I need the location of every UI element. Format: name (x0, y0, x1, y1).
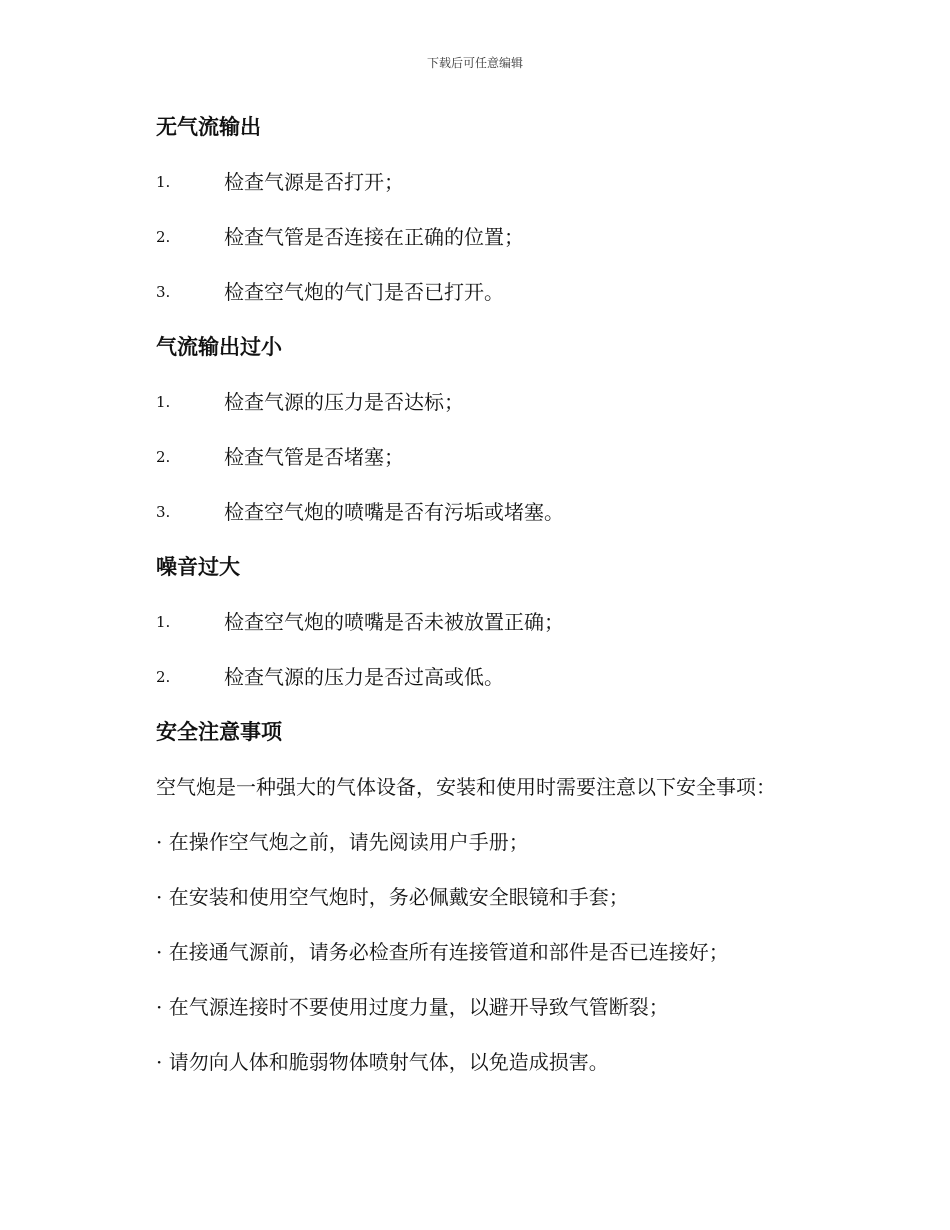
list-text: 检查气源的压力是否达标； (224, 390, 464, 414)
list-item (156, 165, 836, 220)
section-heading: 安全注意事项 (156, 720, 282, 744)
bullet-item: · 在操作空气炮之前，请先阅读用户手册； (156, 830, 529, 854)
list-item (156, 660, 836, 715)
bullet-item: · 请勿向人体和脆弱物体喷射气体，以免造成损害。 (156, 1050, 609, 1074)
list-number: 1. (156, 173, 171, 191)
bullet-item: · 在气源连接时不要使用过度力量，以避开导致气管断裂； (156, 995, 669, 1019)
list-number: 2. (156, 228, 171, 246)
list-number: 1. (156, 613, 171, 631)
section-heading: 气流输出过小 (156, 335, 282, 359)
list-text: 检查空气炮的喷嘴是否未被放置正确； (224, 610, 564, 634)
list-text: 检查气源是否打开； (224, 170, 404, 194)
list-number: 1. (156, 393, 171, 411)
section-low-airflow (156, 330, 836, 550)
bullet-item: · 在接通气源前，请务必检查所有连接管道和部件是否已连接好； (156, 940, 729, 964)
list-item (156, 275, 836, 330)
list-item (156, 220, 836, 275)
list-number: 3. (156, 503, 171, 521)
page-header: 下载后可任意编辑 (426, 56, 523, 70)
list-text: 检查空气炮的喷嘴是否有污垢或堵塞。 (224, 500, 564, 524)
bullet-item: · 在安装和使用空气炮时，务必佩戴安全眼镜和手套； (156, 885, 629, 909)
list-number: 3. (156, 283, 171, 301)
list-text: 检查气源的压力是否过高或低。 (224, 665, 504, 689)
section-safety (156, 715, 836, 1100)
section-no-airflow (156, 110, 836, 330)
safety-intro: 空气炮是一种强大的气体设备，安装和使用时需要注意以下安全事项： (156, 775, 776, 799)
list-text: 检查气管是否堵塞； (224, 445, 404, 469)
list-number: 2. (156, 668, 171, 686)
list-number: 2. (156, 448, 171, 466)
list-item (156, 440, 836, 495)
list-text: 检查气管是否连接在正确的位置； (224, 225, 524, 249)
section-heading: 噪音过大 (156, 555, 240, 579)
list-item (156, 385, 836, 440)
section-heading: 无气流输出 (156, 115, 261, 139)
list-item (156, 495, 836, 550)
section-excessive-noise (156, 550, 836, 715)
list-item (156, 605, 836, 660)
list-text: 检查空气炮的气门是否已打开。 (224, 280, 504, 304)
document-content (156, 110, 836, 1100)
